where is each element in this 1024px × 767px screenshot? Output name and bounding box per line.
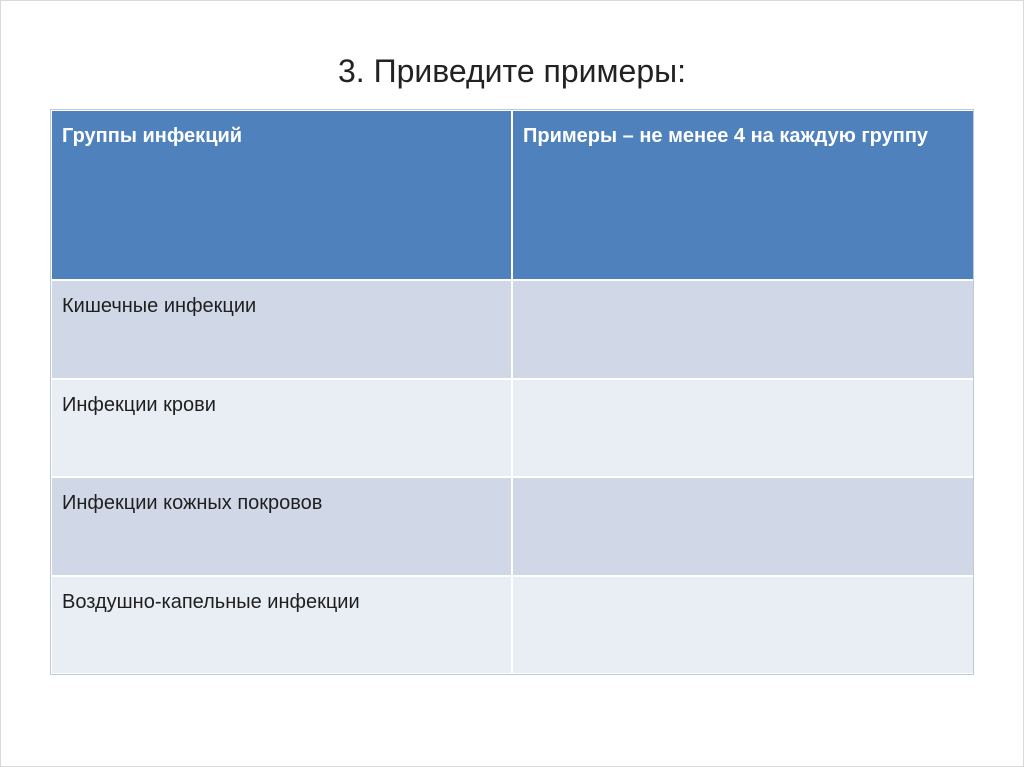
group-cell: Воздушно-капельные инфекции <box>51 576 512 675</box>
slide-title: 3. Приведите примеры: <box>338 53 686 89</box>
table-header-row <box>51 110 975 280</box>
examples-cell[interactable] <box>512 477 975 576</box>
table-row <box>51 477 975 576</box>
examples-cell[interactable] <box>512 379 975 478</box>
group-cell: Инфекции кожных покровов <box>51 477 512 576</box>
group-cell: Инфекции крови <box>51 379 512 478</box>
examples-cell[interactable] <box>512 576 975 675</box>
table-row <box>51 576 975 675</box>
group-cell: Кишечные инфекции <box>51 280 512 379</box>
table-row <box>51 379 975 478</box>
infection-table <box>50 109 974 675</box>
header-examples: Примеры – не менее 4 на каждую группу <box>512 110 975 280</box>
examples-cell[interactable] <box>512 280 975 379</box>
table-row <box>51 280 975 379</box>
infection-table-grid <box>50 109 976 675</box>
header-groups: Группы инфекций <box>51 110 512 280</box>
